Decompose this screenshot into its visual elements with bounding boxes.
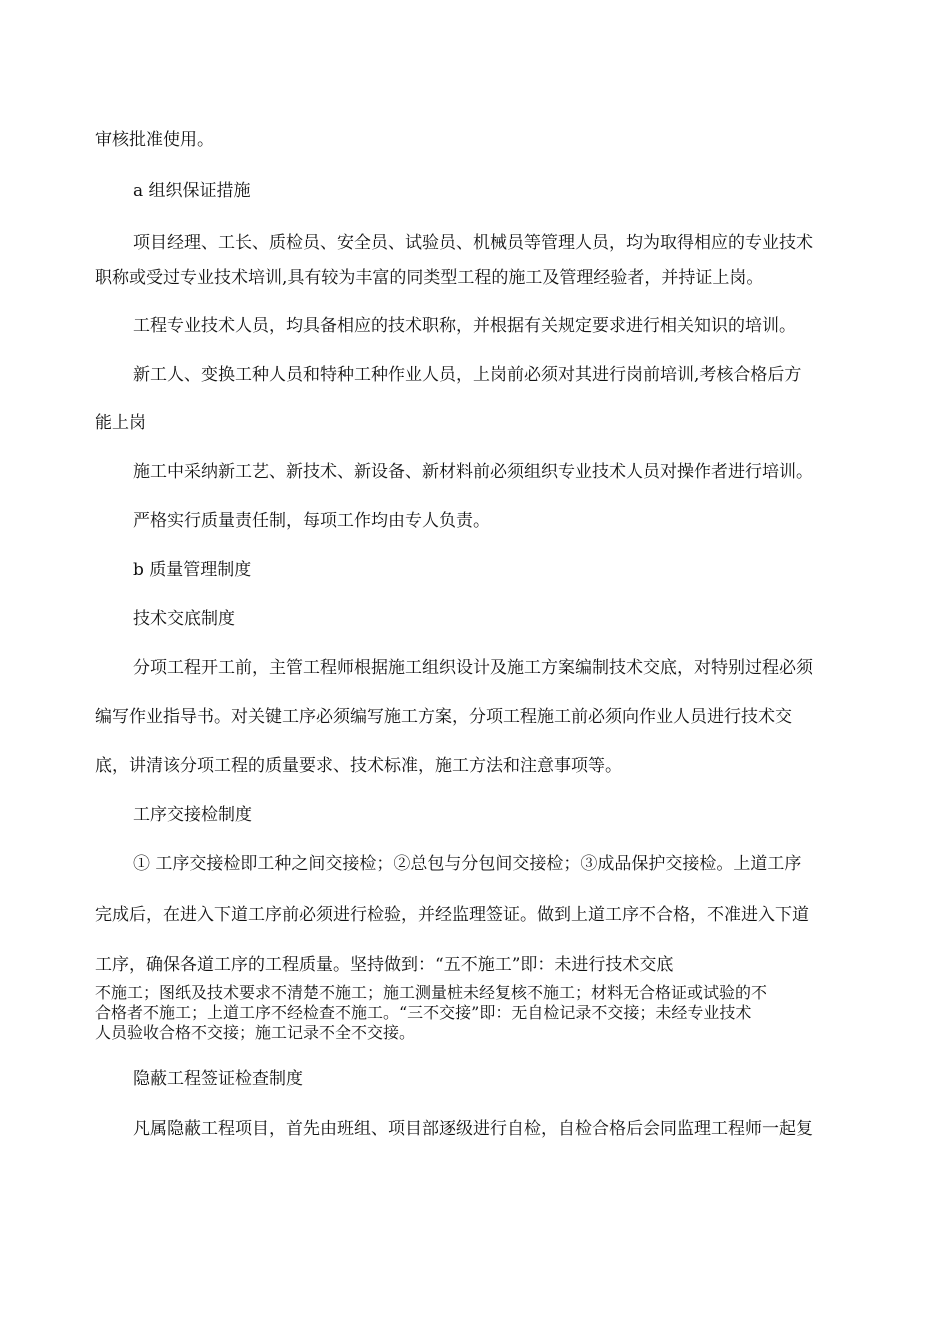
text-line: 工程专业技术人员，均具备相应的技术职称，并根据有关规定要求进行相关知识的培训。 <box>133 316 796 336</box>
text-line: 不施工；图纸及技术要求不清楚不施工；施工测量桩未经复核不施工；材料无合格证或试验的不 <box>95 983 768 1002</box>
text-line: 分项工程开工前，主管工程师根据施工组织设计及施工方案编制技术交底，对特别过程必须 <box>133 658 813 678</box>
text-line: 合格者不施工；上道工序不经检查不施工。“三不交接”即：无自检记录不交接；未经专业技术 <box>95 1003 752 1022</box>
subsection-heading: 工序交接检制度 <box>133 805 252 825</box>
text-line: 完成后，在进入下道工序前必须进行检验，并经监理签证。做到上道工序不合格，不准进入下道 <box>95 905 809 925</box>
text-line: 底，讲清该分项工程的质量要求、技术标准，施工方法和注意事项等。 <box>95 756 622 776</box>
text-line: 新工人、变换工种人员和特种工种作业人员，上岗前必须对其进行岗前培训,考核合格后方 <box>133 365 802 385</box>
section-heading: a 组织保证措施 <box>133 181 251 201</box>
subsection-heading: 隐蔽工程签证检查制度 <box>133 1069 303 1089</box>
section-heading: b 质量管理制度 <box>133 560 252 580</box>
text-line: 严格实行质量责任制，每项工作均由专人负责。 <box>133 511 490 531</box>
text-line: 工序，确保各道工序的工程质量。坚持做到：“五不施工”即：未进行技术交底 <box>95 955 674 975</box>
text-line: 人员验收合格不交接；施工记录不全不交接。 <box>95 1023 416 1042</box>
text-line: 项目经理、工长、质检员、安全员、试验员、机械员等管理人员，均为取得相应的专业技术 <box>133 233 813 253</box>
subsection-heading: 技术交底制度 <box>133 609 235 629</box>
text-line: 审核批准使用。 <box>95 130 214 150</box>
text-line: 编写作业指导书。对关键工序必须编写施工方案，分项工程施工前必须向作业人员进行技术交 <box>95 707 792 727</box>
text-line: 能上岗 <box>95 413 146 433</box>
text-line: 凡属隐蔽工程项目，首先由班组、项目部逐级进行自检，自检合格后会同监理工程师一起复 <box>133 1119 813 1139</box>
text-line: ① 工序交接检即工种之间交接检；②总包与分包间交接检；③成品保护交接检。上道工序 <box>133 854 802 874</box>
text-line: 职称或受过专业技术培训,具有较为丰富的同类型工程的施工及管理经验者，并持证上岗。 <box>95 268 764 288</box>
text-line: 施工中采纳新工艺、新技术、新设备、新材料前必须组织专业技术人员对操作者进行培训。 <box>133 462 813 482</box>
